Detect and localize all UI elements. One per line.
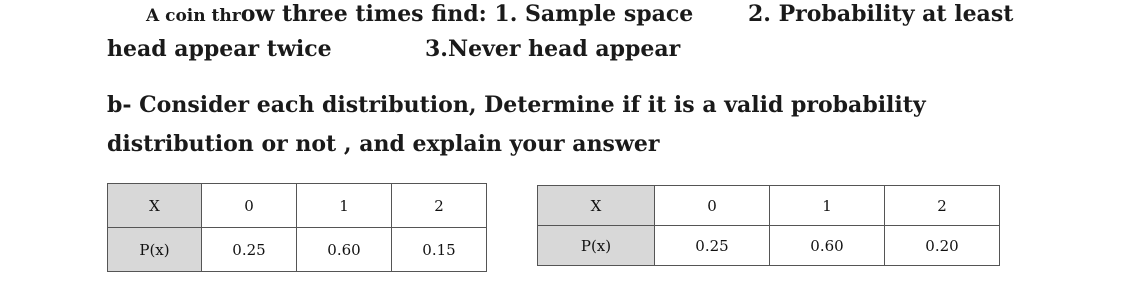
question-a-part2: 2. Probability at least [748,1,1014,27]
table-cell-x-label: X [108,184,202,228]
question-a-prefix: A coin thr [146,6,241,26]
table-cell-p-label: P(x) [108,228,202,272]
table-row-x [538,186,1000,226]
question-a-part2-cont: head appear twice [107,36,332,62]
table-cell: 2 [392,184,487,228]
table-cell: 0.60 [770,226,885,266]
question-b-line1: b- Consider each distribution, Determine if it is a valid probability [107,92,926,118]
table-cell: 0.25 [202,228,297,272]
table-cell: 0.20 [885,226,1000,266]
table-row-p [108,228,487,272]
question-b-line2: distribution or not , and explain your answer [107,131,660,157]
table-cell: 0.15 [392,228,487,272]
table-cell: 0.60 [297,228,392,272]
table-cell: 1 [297,184,392,228]
table-cell: 2 [885,186,1000,226]
table-cell: 0 [202,184,297,228]
distribution-table-1 [107,183,487,272]
question-a-part3: 3.Never head appear [425,36,681,62]
table-cell: 1 [770,186,885,226]
table-cell-x-label: X [538,186,655,226]
table-row-p [538,226,1000,266]
table-cell: 0.25 [655,226,770,266]
question-a-part1: ow three times find: 1. Sample space [240,1,694,27]
table-cell: 0 [655,186,770,226]
table-cell-p-label: P(x) [538,226,655,266]
question-a-line1 [146,0,693,30]
distribution-table-2 [537,185,1000,266]
table-row-x [108,184,487,228]
